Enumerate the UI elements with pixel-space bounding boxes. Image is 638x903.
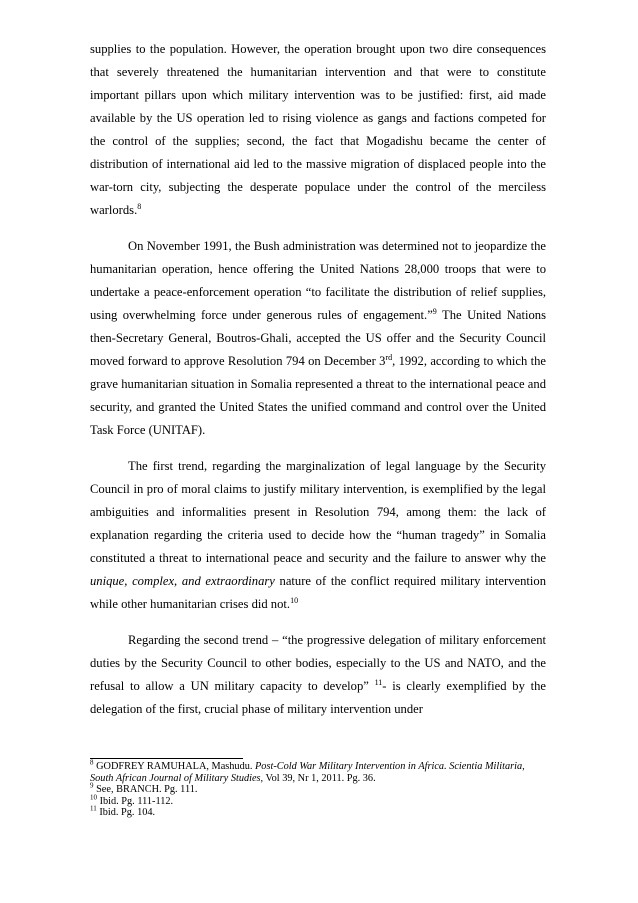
footnote-number: 11 xyxy=(90,804,97,813)
footnote-separator xyxy=(90,758,243,759)
body-text xyxy=(90,38,546,734)
footnote-11 xyxy=(90,804,546,819)
footnote-ref-8: 8 xyxy=(137,201,142,211)
paragraph-3-text-a: The first trend, regarding the marginalization of legal language by the Security Council in pro of moral claims to justify military intervention, is exemplified by the legal ambiguities and informalities present in Resolution 794, among them: the lack of explanation regarding the criteria used to decide how the “human tragedy” in Somalia constituted a threat to international peace and security and the failure to answer why the xyxy=(90,459,546,565)
footnote-10 xyxy=(90,793,546,808)
paragraph-1-text: supplies to the population. However, the operation brought upon two dire consequences that severely threatened the humanitarian intervention and that were to constitute important pillars upon which military intervention was to be justified: first, aid made available by the US operation led to rising violence as gangs and factions competed for the control of the supplies; second, the fact that Mogadishu became the center of distribution of international aid led to the massive migration of displaced people into the war-torn city, subjecting the desperate populace under the control of the merciless warlords. xyxy=(90,42,546,217)
ordinal-suffix: rd xyxy=(385,352,393,362)
footnote-ref-11: 11 xyxy=(374,677,383,687)
footnote-ref-9: 9 xyxy=(432,306,437,316)
paragraph-2 xyxy=(90,235,546,442)
footnote-8-italic: Post-Cold War Military Intervention in Africa. Scientia Militaria, South African Journal of Military Studies, xyxy=(90,761,525,784)
footnote-9-text: See, BRANCH. Pg. 111. xyxy=(93,784,198,795)
paragraph-3-text-b: nature of the conflict required military intervention while other humanitarian crises did not. xyxy=(90,574,546,611)
footnote-9 xyxy=(90,781,546,796)
footnote-number: 8 xyxy=(90,758,94,767)
footnote-11-text: Ibid. Pg. 104. xyxy=(96,807,156,818)
paragraph-4-text-b: - is clearly exemplified by the delegation of the first, crucial phase of military intervention under xyxy=(90,679,546,716)
paragraph-3 xyxy=(90,455,546,616)
paragraph-4 xyxy=(90,629,546,721)
footnotes xyxy=(90,758,546,819)
paragraph-2-text-b: The United Nations then-Secretary General, Boutros-Ghali, accepted the US offer and the Security Council moved forward to approve Resolution 794 on December 3 xyxy=(90,308,546,368)
footnote-number: 9 xyxy=(90,781,94,790)
footnote-number: 10 xyxy=(90,793,97,802)
paragraph-2-text-c: , 1992, according to which the grave humanitarian situation in Somalia represented a threat to the international peace and security, and granted the United States the unified command and control over the United Task Force (UNITAF). xyxy=(90,354,546,437)
footnote-ref-10: 10 xyxy=(290,595,299,605)
paragraph-4-text-a: Regarding the second trend – “the progressive delegation of military enforcement duties by the Security Council to other bodies, especially to the US and NATO, and the refusal to allow a UN military capacity to develop” xyxy=(90,633,546,693)
paragraph-3-italic: unique, complex, and extraordinary xyxy=(90,574,275,588)
footnote-10-text: Ibid. Pg. 111-112. xyxy=(97,795,174,807)
paragraph-2-text-a: On November 1991, the Bush administration was determined not to jeopardize the humanitarian operation, hence offering the United Nations 28,000 troops that were to undertake a peace-enforcement operation “to facilitate the distribution of relief supplies, using overwhelming force under generous rules of engagement.” xyxy=(90,239,546,322)
footnote-8-text-a: GODFREY RAMUHALA, Mashudu. xyxy=(93,761,256,772)
footnote-8-text-b: Vol 39, Nr 1, 2011. Pg. 36. xyxy=(263,772,376,784)
paragraph-1 xyxy=(90,38,546,222)
footnote-8 xyxy=(90,758,546,784)
